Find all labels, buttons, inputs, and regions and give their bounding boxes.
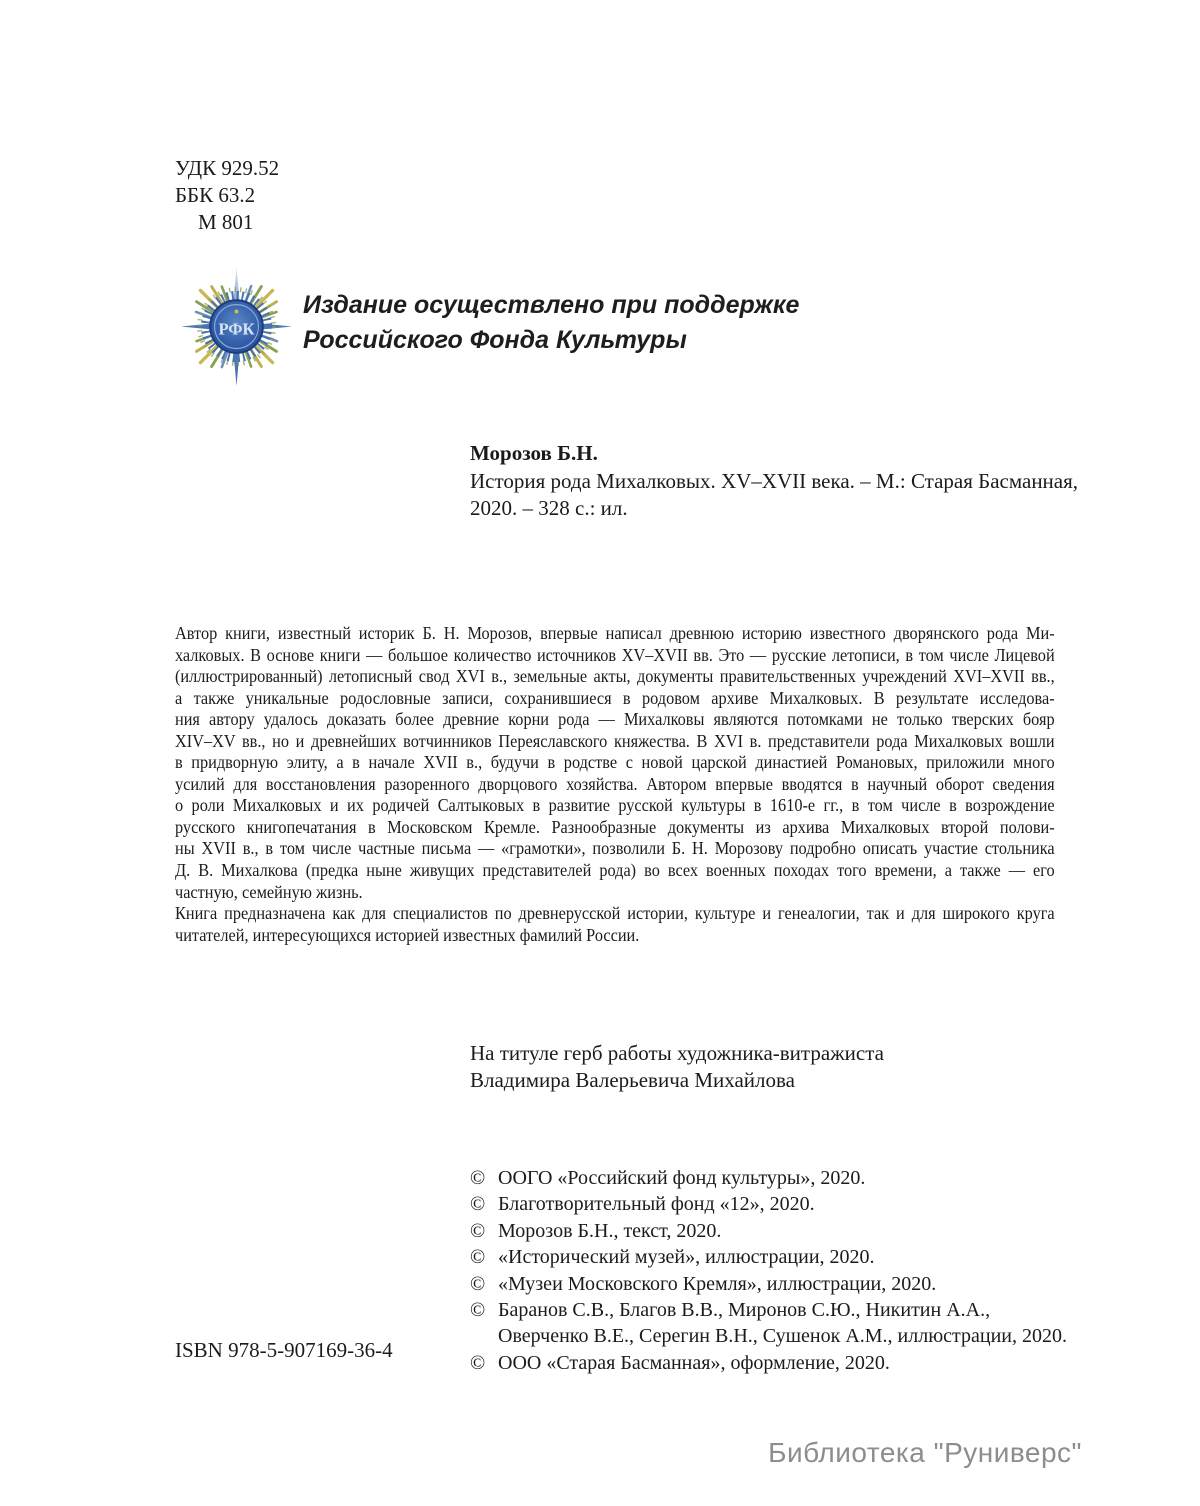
copyright-entry [470,1350,1067,1376]
copyright-icon: © [470,1272,486,1295]
classification-codes [175,155,279,236]
annotation-line: Д. В. Михалкова (предка ныне живущих представителей рода) во всех военных походах того времени, а также — его [175,860,1055,881]
copyright-text: «Исторический музей», иллюстрации, 2020. [498,1246,875,1269]
copyright-text: Благотворительный фонд «12», 2020. [498,1193,815,1216]
citation-line2: 2020. – 328 с.: ил. [470,496,628,520]
book-annotation [175,623,1055,946]
annotation-line: Автор книги, известный историк Б. Н. Морозов, впервые написал древнюю историю известного дворянского рода Ми- [175,623,1055,643]
copyright-icon-empty [470,1323,498,1349]
isbn: ISBN 978-5-907169-36-4 [175,1338,393,1362]
annotation-line: русского книгопечатания в Московском Кремле. Разнообразные документы из архива Михалковых второй полови- [175,816,1055,837]
copyright-list [470,1165,1067,1376]
book-author: Морозов Б.Н. [470,441,598,465]
annotation-line: усилий для восстановления разоренного дворцового хозяйства. Автором впервые вводятся в научный оборот сведения [175,773,1055,794]
copyright-text: ООО «Старая Басманная», оформление, 2020. [498,1351,890,1374]
annotation-line: о роли Михалковых и их родичей Салтыковых в развитие русской культуры в 1610-е гг., в том числе в возрождение [175,795,1055,816]
copyright-text: «Музеи Московского Кремля», иллюстрации, 2020. [498,1272,937,1295]
copyright-entry [470,1297,1067,1323]
library-watermark: Библиотека "Руниверс" [768,1437,1082,1468]
support-note-line1: Издание осуществлено при поддержке [303,291,800,319]
copyright-icon: © [470,1246,486,1269]
bbk-code: ББК 63.2 [175,183,256,207]
culture-fund-emblem-icon [178,264,295,393]
copyright-icon: © [470,1299,486,1322]
copyright-icon: © [470,1351,486,1374]
annotation-line: халковых. В основе книги — большое количество источников XV–XVII вв. Это — русские летописи, в том числе Лицевой [175,644,1055,665]
annotation-line: ния автору удалось доказать более древние корни рода — Михалковы являются потомками не только тверских бояр [175,709,1055,730]
annotation-line: а также уникальные родословные записи, сохранившиеся в родовом архиве Михалковых. В результате исследова- [175,687,1055,708]
svg-text:РФК: РФК [218,319,255,339]
copyright-entry-continuation [470,1323,1067,1349]
copyright-icon: © [470,1167,486,1189]
copyright-entry [470,1218,1067,1244]
copyright-entry [470,1165,1067,1191]
title-art-credit-line2: Владимира Валерьевича Михайлова [470,1068,795,1092]
copyright-icon: © [470,1193,486,1216]
annotation-line: ны XVII в., в том числе частные письма — «грамотки», позволили Б. Н. Морозову подробно описать участие стольника [175,838,1055,859]
title-art-credit-line1: На титуле герб работы художника-витражиста [470,1041,884,1065]
bibliographic-citation [470,440,1078,523]
annotation-line: Книга предназначена как для специалистов по древнерусской истории, культуре и генеалогии, так и для широкого круга [175,903,1055,924]
author-sign-code: М 801 [198,210,254,234]
annotation-line: частную, семейную жизнь. [175,881,363,902]
annotation-line: в придворную элиту, а в начале XVII в., будучи в родстве с новой царской династией Романовых, приложили много [175,752,1055,773]
copyright-entry [470,1271,1067,1297]
publication-support-note [303,288,799,358]
annotation-line: XIV–XV вв., но и древнейших вотчинников Переяславского княжества. В XVI в. представители рода Михалковых вошли [175,730,1055,751]
annotation-line: читателей, интересующихся историей известных фамилий России. [175,924,640,945]
copyright-text: Баранов С.В., Благов В.В., Миронов С.Ю., Никитин А.А., [498,1299,991,1322]
copyright-entry [470,1244,1067,1270]
copyright-entry [470,1191,1067,1217]
title-art-credit [470,1040,884,1094]
support-note-line2: Российского Фонда Культуры [303,326,687,354]
copyright-text: ООГО «Российский фонд культуры», 2020. [498,1167,866,1189]
copyright-text: Оверченко В.Е., Серегин В.Н., Сушенок А.М., иллюстрации, 2020. [498,1325,1067,1348]
udk-code: УДК 929.52 [175,156,280,180]
copyright-icon: © [470,1219,486,1242]
citation-line1: История рода Михалковых. XV–XVII века. – М.: Старая Басманная, [470,468,1079,493]
copyright-text: Морозов Б.Н., текст, 2020. [498,1219,722,1242]
annotation-line: (иллюстрированный) летописный свод XVI в., земельные акты, документы правительственных учреждений XVI–XVII вв., [175,666,1055,687]
